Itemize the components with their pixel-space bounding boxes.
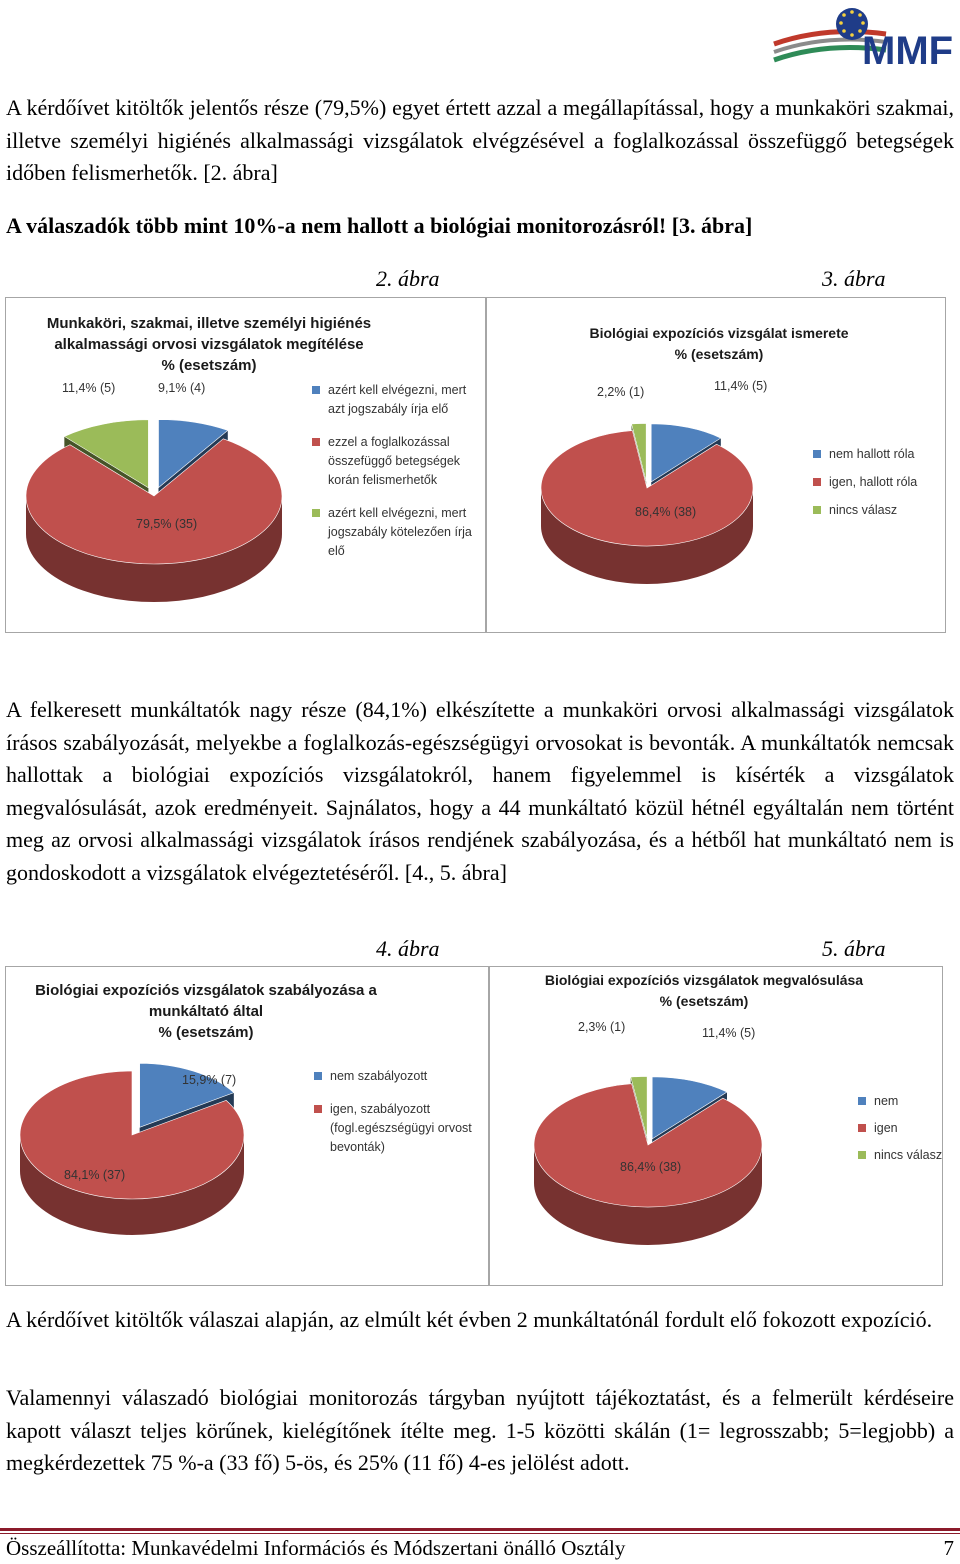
chart-2-box	[5, 297, 486, 633]
legend-label: azért kell elvégezni, mert	[328, 383, 467, 397]
legend-label: bevonták)	[330, 1140, 385, 1154]
legend-label: elő	[328, 544, 345, 558]
legend-label: nem hallott róla	[829, 447, 915, 461]
data-label: 84,1% (37)	[64, 1168, 126, 1182]
legend-label: összefüggő betegségek	[328, 454, 461, 468]
legend-label: nem	[874, 1094, 899, 1108]
legend-item	[858, 1148, 942, 1162]
legend-label: (fogl.egészségügyi orvost	[330, 1121, 472, 1135]
legend-label: igen, hallott róla	[829, 475, 918, 489]
pie-slice	[534, 1084, 762, 1207]
data-label: 2,2% (1)	[597, 385, 645, 399]
paragraph-3: A felkeresett munkáltatók nagy része (84,1%) elkészítette a munkaköri orvosi alkalmassági vizsgálatok írásos szabályozását, melyekbe a foglalkozás-egészségügyi orvosokat is bevonták. A munkáltatók nemcsak hallottak a biológiai expozíciós vizsgálatokról, hanem figyelemmel is kísérték a vizsgálatok megvalósulását, azok eredményeit. Sajnálatos, hogy a 44 munkáltató közül hétnél egyáltalán nem történt meg az orvosi alkalmassági vizsgálatok írásos rendjének szabályozása, és a hétből hat munkáltató nem is gondoskodott a vizsgálatok elvégeztetéséről. [4., 5. ábra]	[6, 697, 954, 885]
legend-label: nincs válasz	[829, 503, 898, 517]
legend-label: jogszabály kötelezően írja	[328, 525, 472, 539]
legend-item	[858, 1094, 898, 1108]
chart-5-box	[489, 966, 943, 1286]
legend-swatch	[312, 386, 320, 394]
mmf-logo	[766, 4, 956, 68]
chart-title-line: Biológiai expozíciós vizsgálat ismerete	[589, 325, 849, 341]
chart-title-line: alkalmassági orvosi vizsgálatok megítélése	[54, 336, 364, 353]
legend-item	[858, 1121, 898, 1135]
legend-swatch	[813, 506, 821, 514]
chart-4-box	[5, 966, 489, 1286]
data-label: 86,4% (38)	[620, 1160, 682, 1174]
paragraph-1: A kérdőívet kitöltők jelentős része (79,5%) egyet értett azzal a megállapítással, hogy a munkaköri szakmai, illetve személyi higiénés alkalmassági vizsgálatok elvégzésével a foglalkozással összefüggő betegségek időben felismerhetők. [2. ábra]	[6, 95, 954, 185]
legend-swatch	[314, 1072, 322, 1080]
chart-title-line: % (esetszám)	[659, 993, 749, 1009]
data-label: 15,9% (7)	[182, 1073, 237, 1087]
legend-swatch	[858, 1097, 866, 1105]
chart-2	[6, 298, 485, 632]
chart-title-line: munkáltató által	[148, 1003, 264, 1020]
legend-item	[312, 383, 467, 416]
figure-caption-4: 4. ábra	[376, 936, 440, 961]
legend-label: ezzel a foglalkozással	[328, 435, 450, 449]
page-number: 7	[943, 1536, 954, 1560]
chart-title-line: Biológiai expozíciós vizsgálatok megvalósulása	[544, 972, 864, 988]
data-label: 79,5% (35)	[136, 517, 198, 531]
paragraph-2: A válaszadók több mint 10%-a nem hallott a biológiai monitorozásról! [3. ábra]	[6, 213, 753, 238]
legend-swatch	[858, 1124, 866, 1132]
legend-item	[813, 503, 897, 517]
chart-4	[6, 967, 488, 1285]
legend-item	[312, 435, 461, 487]
paragraph-5: Valamennyi válaszadó biológiai monitorozás tárgyban nyújtott tájékoztatást, és a felmerült kérdéseire kapott választ teljes körűnek, kielégítőnek ítélte meg. 1-5 közötti skálán (1= legrosszabb; 5=legjobb) a megkérdezettek 75 %-a (33 fő) 5-ös, és 25% (11 fő) 4-es jelölést adott.	[6, 1385, 954, 1475]
footer-rule-thin	[0, 1533, 960, 1534]
data-label: 11,4% (5)	[714, 379, 768, 393]
paragraph-4: A kérdőívet kitöltők válaszai alapján, az elmúlt két évben 2 munkáltatónál fordult elő fokozott expozíció.	[6, 1307, 933, 1332]
legend-item	[314, 1102, 472, 1154]
legend-label: igen	[874, 1121, 898, 1135]
legend-swatch	[813, 478, 821, 486]
legend-label: nincs válasz	[874, 1148, 942, 1162]
figure-caption-3: 3. ábra	[822, 266, 886, 291]
data-label: 11,4% (5)	[62, 381, 116, 395]
data-label: 9,1% (4)	[158, 381, 206, 395]
figure-caption-2: 2. ábra	[376, 266, 440, 291]
legend-label: nem szabályozott	[330, 1069, 428, 1083]
chart-title-line: % (esetszám)	[158, 1024, 254, 1041]
legend-item	[312, 506, 472, 558]
legend-item	[813, 447, 915, 461]
legend-label: azt jogszabály írja elő	[328, 402, 449, 416]
legend-item	[314, 1069, 428, 1083]
pie-slice	[541, 431, 753, 546]
chart-title-line: % (esetszám)	[161, 357, 257, 374]
chart-title-line: Munkaköri, szakmai, illetve személyi higiénés	[46, 315, 372, 332]
data-label: 86,4% (38)	[635, 505, 697, 519]
legend-item	[813, 475, 917, 489]
legend-swatch	[314, 1105, 322, 1113]
footer-text: Összeállította: Munkavédelmi Információs és Módszertani önálló Osztály	[6, 1536, 626, 1560]
chart-5	[490, 967, 942, 1285]
footer-rule-thick	[0, 1528, 960, 1531]
chart-3-box	[486, 297, 946, 633]
data-label: 11,4% (5)	[702, 1026, 756, 1040]
chart-title-line: Biológiai expozíciós vizsgálatok szabályozása a	[35, 982, 377, 999]
legend-label: azért kell elvégezni, mert	[328, 506, 467, 520]
legend-swatch	[312, 509, 320, 517]
data-label: 2,3% (1)	[578, 1020, 626, 1034]
legend-label: igen, szabályozott	[330, 1102, 431, 1116]
chart-3	[487, 298, 945, 632]
legend-swatch	[858, 1151, 866, 1159]
legend-label: korán felismerhetők	[328, 473, 438, 487]
figure-caption-5: 5. ábra	[822, 936, 886, 961]
logo-text: MMF	[862, 29, 954, 68]
legend-swatch	[312, 438, 320, 446]
legend-swatch	[813, 450, 821, 458]
chart-title-line: % (esetszám)	[674, 346, 764, 362]
